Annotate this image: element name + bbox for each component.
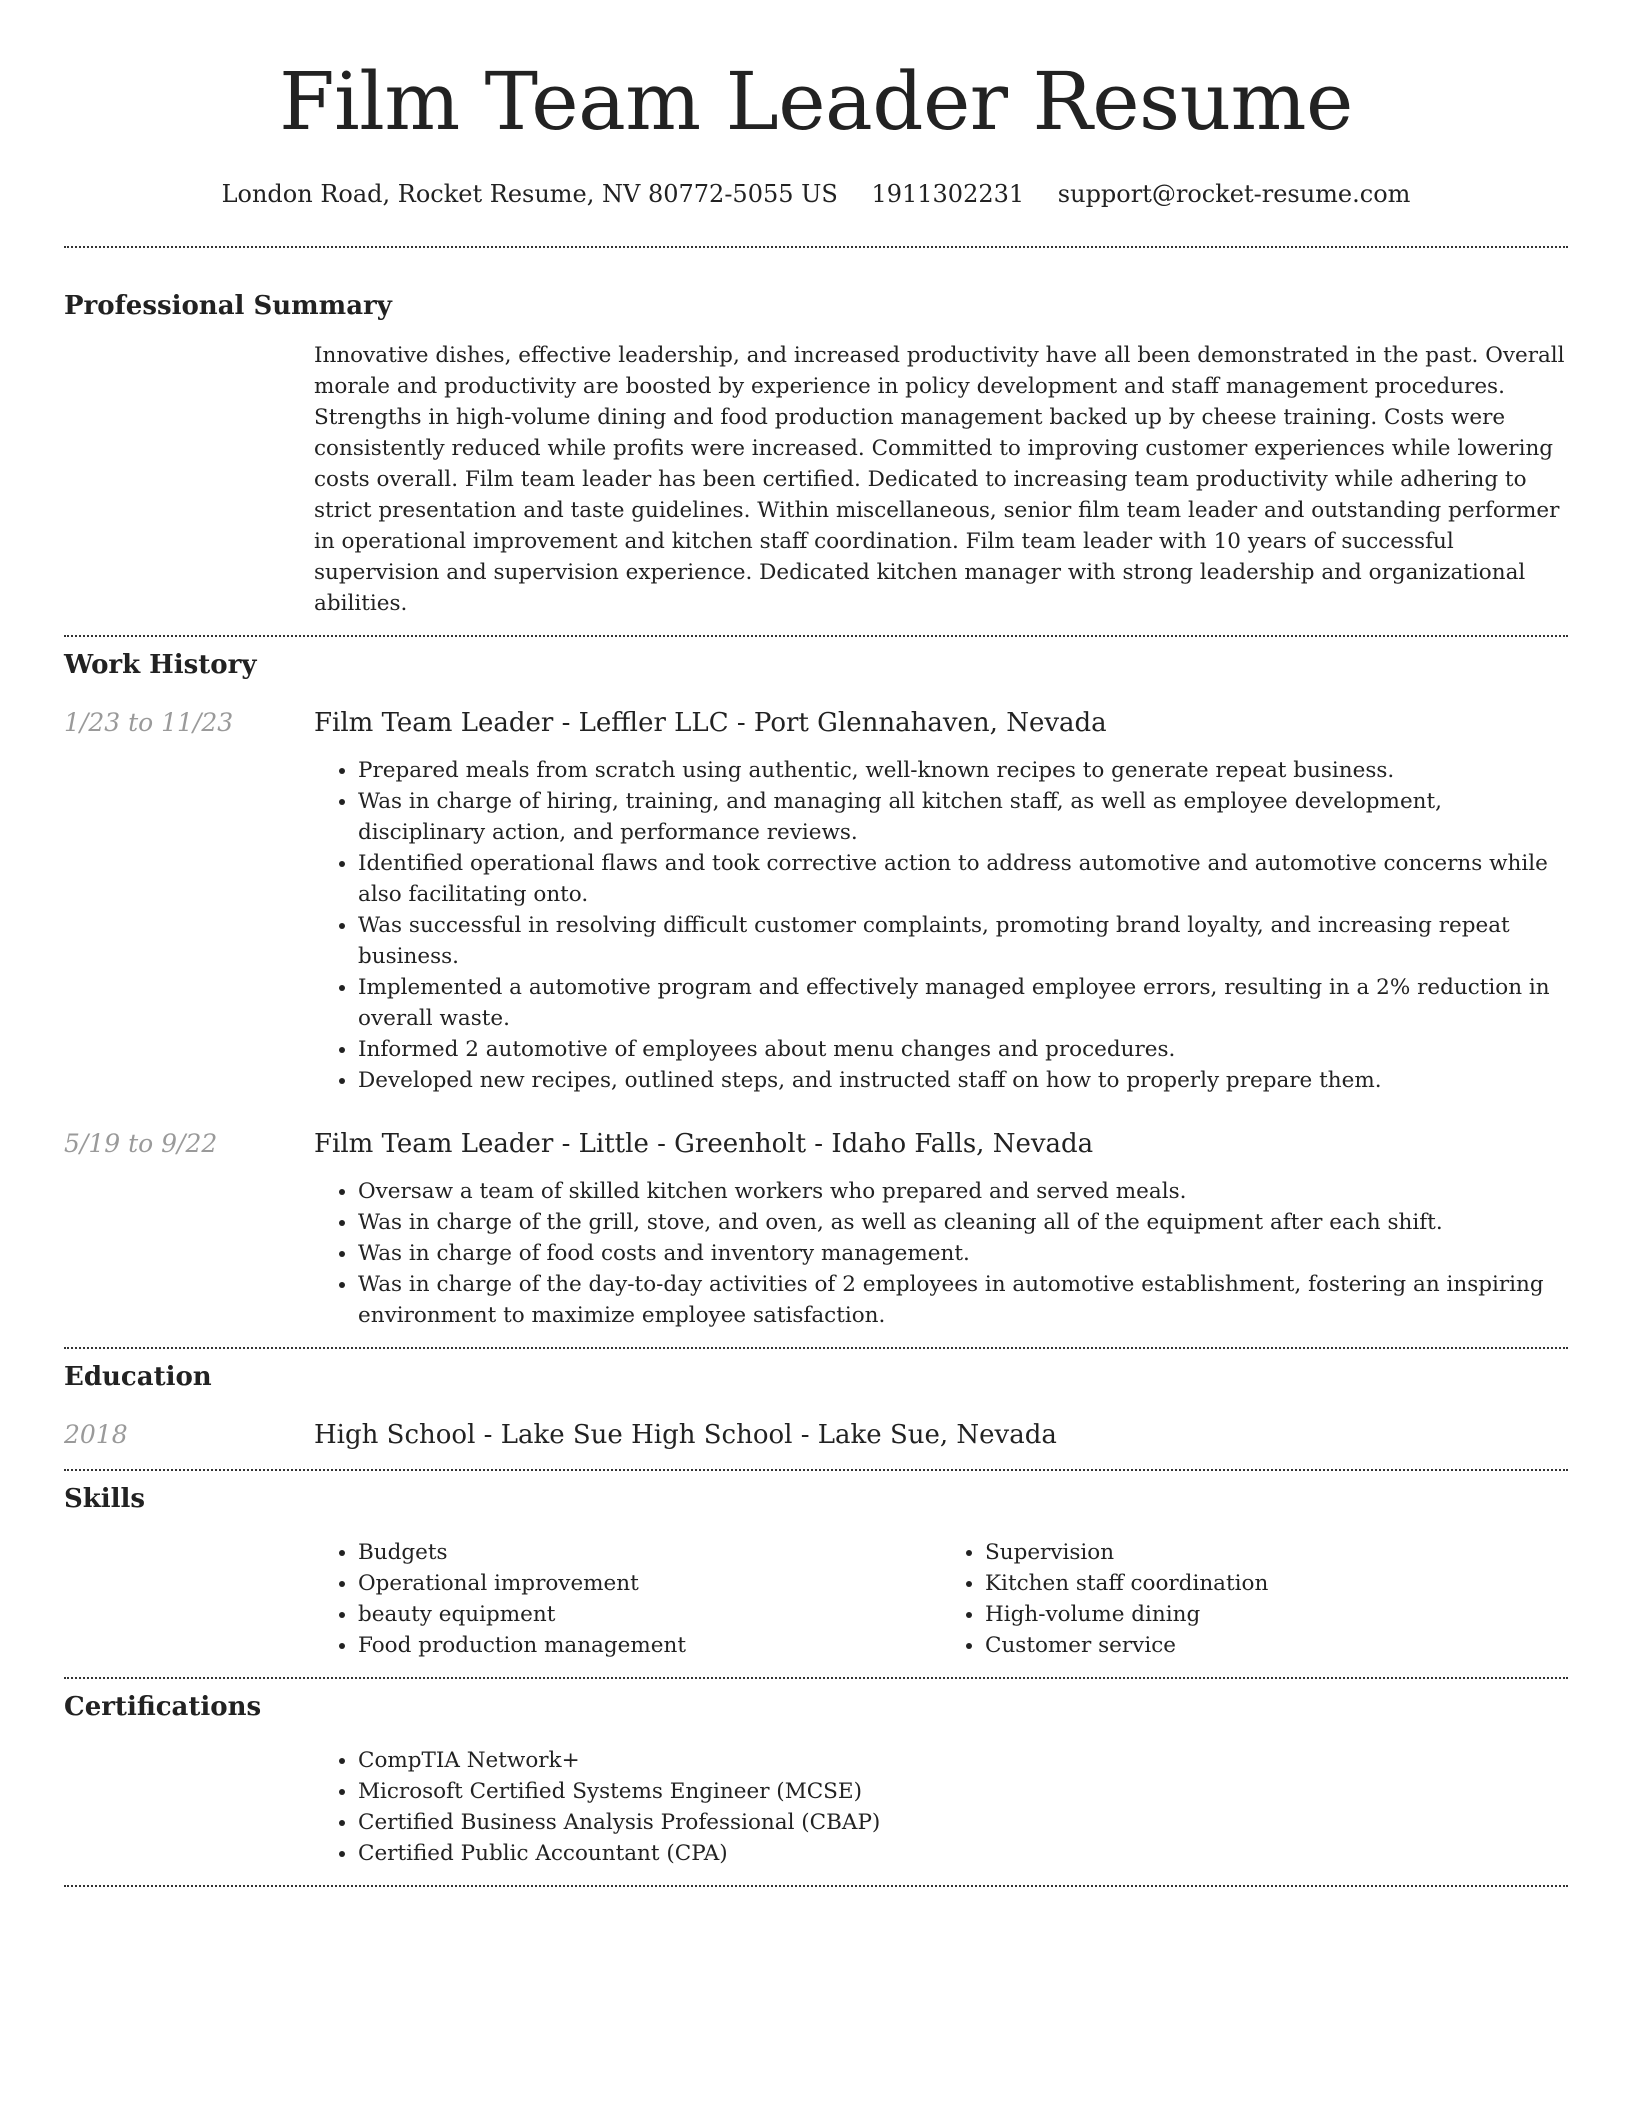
job-bullets [314, 1176, 1568, 1331]
email-link[interactable]: support@rocket-resume.com [1057, 180, 1411, 208]
list-item: • Certified Business Analysis Professional (CBAP) [358, 1807, 1568, 1838]
summary-section [64, 248, 1568, 619]
list-item: • Supervision [985, 1537, 1568, 1568]
list-item: • CompTIA Network+ [358, 1745, 1568, 1776]
list-item: • Customer service [985, 1630, 1568, 1661]
job-entry [64, 705, 1568, 1096]
list-item: • Was successful in resolving difficult customer complaints, promoting brand loyalty, and increasing repeat business. [358, 910, 1568, 972]
list-item: • Was in charge of the grill, stove, and oven, as well as cleaning all of the equipment after each shift. [358, 1207, 1568, 1238]
skills-list-left [314, 1537, 941, 1661]
contact-line [64, 176, 1568, 212]
list-item: • Microsoft Certified Systems Engineer (MCSE) [358, 1776, 1568, 1807]
summary-heading: Professional Summary [64, 291, 392, 321]
list-item: • Operational improvement [358, 1568, 941, 1599]
list-item: • Budgets [358, 1537, 941, 1568]
list-item: • Was in charge of the day-to-day activities of 2 employees in automotive establishment, fostering an inspiring environment to maximize employee satisfaction. [358, 1269, 1568, 1331]
list-item: • Kitchen staff coordination [985, 1568, 1568, 1599]
job-entry [64, 1126, 1568, 1331]
list-item: • Identified operational flaws and took corrective action to address automotive and automotive concerns while also facilitating onto. [358, 848, 1568, 910]
education-entry [64, 1417, 1568, 1453]
job-dates: 5/19 to 9/22 [64, 1129, 218, 1158]
education-year: 2018 [64, 1420, 128, 1449]
list-item: • High-volume dining [985, 1599, 1568, 1630]
certifications-section [64, 1679, 1568, 1869]
education-section [64, 1349, 1568, 1453]
resume-title: Film Team Leader Resume [279, 55, 1353, 148]
phone: 1911302231 [871, 180, 1025, 208]
list-item: • Prepared meals from scratch using authentic, well-known recipes to generate repeat business. [358, 755, 1568, 786]
list-item: • beauty equipment [358, 1599, 941, 1630]
address: London Road, Rocket Resume, NV 80772-5055 US [221, 180, 838, 208]
certifications-heading: Certifications [64, 1692, 262, 1722]
list-item: • Informed 2 automotive of employees about menu changes and procedures. [358, 1034, 1568, 1065]
list-item: • Oversaw a team of skilled kitchen workers who prepared and served meals. [358, 1176, 1568, 1207]
list-item: • Certified Public Accountant (CPA) [358, 1838, 1568, 1869]
education-heading: Education [64, 1362, 212, 1392]
list-item: • Food production management [358, 1630, 941, 1661]
summary-text: Innovative dishes, effective leadership, and increased productivity have all been demonstrated in the past. Overall morale and productivity are boosted by experience in policy development and staff management procedures. Strengths in high-volume dining and food production management backed up by cheese training. Costs were consistently reduced while profits were increased. Committed to improving customer experiences while lowering costs overall. Film team leader has been certified. Dedicated to increasing team productivity while adhering to strict presentation and taste guidelines. Within miscellaneous, senior film team leader and outstanding performer in operational improvement and kitchen staff coordination. Film team leader with 10 years of successful supervision and supervision experience. Dedicated kitchen manager with strong leadership and organizational abilities. [314, 343, 1565, 616]
work-history-heading: Work History [64, 650, 257, 680]
skills-list-right [941, 1537, 1568, 1661]
job-heading: Film Team Leader - Little - Greenholt - Idaho Falls, Nevada [314, 1129, 1094, 1159]
job-bullets [314, 755, 1568, 1096]
certifications-list [314, 1745, 1568, 1869]
resume-header [64, 0, 1568, 212]
list-item: • Was in charge of hiring, training, and managing all kitchen staff, as well as employee development, disciplinary action, and performance reviews. [358, 786, 1568, 848]
skills-heading: Skills [64, 1484, 146, 1514]
job-heading: Film Team Leader - Leffler LLC - Port Glennahaven, Nevada [314, 708, 1107, 738]
skills-section [64, 1471, 1568, 1661]
work-history-section [64, 637, 1568, 1331]
job-dates: 1/23 to 11/23 [64, 708, 234, 737]
list-item: • Developed new recipes, outlined steps, and instructed staff on how to properly prepare them. [358, 1065, 1568, 1096]
list-item: • Was in charge of food costs and inventory management. [358, 1238, 1568, 1269]
education-heading-text: High School - Lake Sue High School - Lake Sue, Nevada [314, 1420, 1057, 1450]
list-item: • Implemented a automotive program and effectively managed employee errors, resulting in a 2% reduction in overall waste. [358, 972, 1568, 1034]
section-divider [64, 1885, 1568, 1887]
